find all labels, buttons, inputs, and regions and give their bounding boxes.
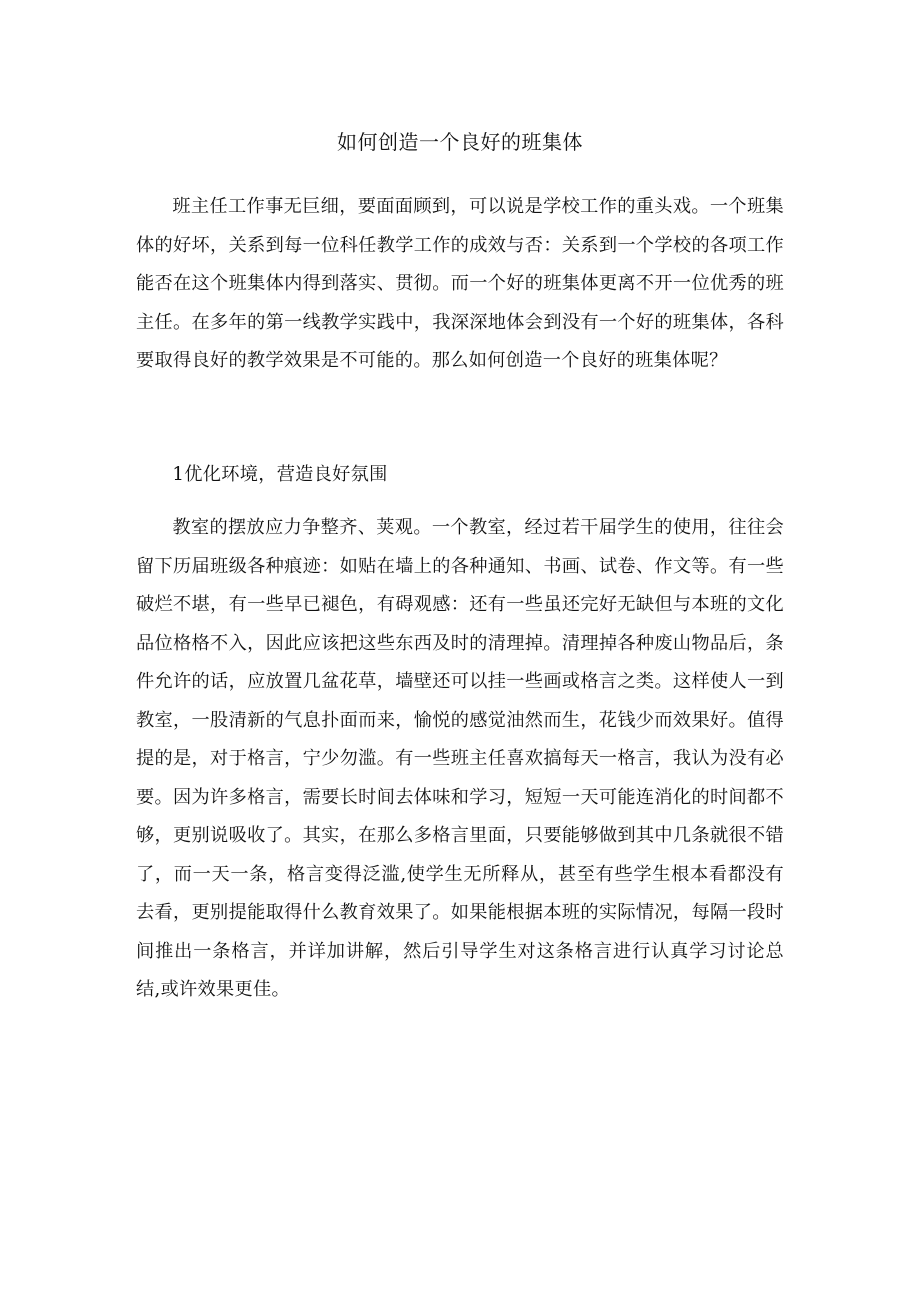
section-heading: 1优化环境，营造良好氛围 [172, 464, 388, 485]
intro-paragraph: 班主任工作事无巨细，要面面顾到，可以说是学校工作的重头戏。一个班集体的好坏，关系到每一位科任教学工作的成效与否：关系到一个学校的各项工作能否在这个班集体内得到落实、贯彻。而一个好的班集体更离不开一位优秀的班主任。在多年的第一线教学实践中，我深深地体会到没有一个好的班集体，各科要取得良好的教学效果是不可能的。那么如何创造一个良好的班集体呢？ [136, 196, 784, 371]
section-paragraph: 教室的摆放应力争整齐、荚观。一个教室，经过若干届学生的使用，往往会留下历届班级各种痕迹：如贴在墙上的各种通知、书画、试卷、作文等。有一些破烂不堪，有一些早已褪色，有碍观感：还有一些虽还完好无缺但与本班的文化品位格格不入，因此应该把这些东西及时的清理掉。清理掉各种废山物品后，条件允许的话，应放置几盆花草，墙壁还可以挂一些画或格言之类。这样使人一到教室，一股清新的气息扑面而来，愉悦的感觉油然而生，花钱少而效果好。值得提的是，对于格言，宁少勿滥。有一些班主任喜欢搞每天一格言，我认为没有必要。因为许多格言，需要长时间去体味和学习，短短一天可能连消化的时间都不够，更别说吸收了。其实，在那么多格言里面，只要能够做到其中几条就很不错了，而一天一条，格言变得泛滥,使学生无所释从，甚至有些学生根本看都没有去看，更别提能取得什么教育效果了。如果能根据本班的实际情况，每隔一段时间推出一条格言，并详加讲解，然后引导学生对这条格言进行认真学习讨论总结,或许效果更佳。 [136, 517, 784, 1000]
document-title: 如何创造一个良好的班集体 [337, 130, 583, 154]
